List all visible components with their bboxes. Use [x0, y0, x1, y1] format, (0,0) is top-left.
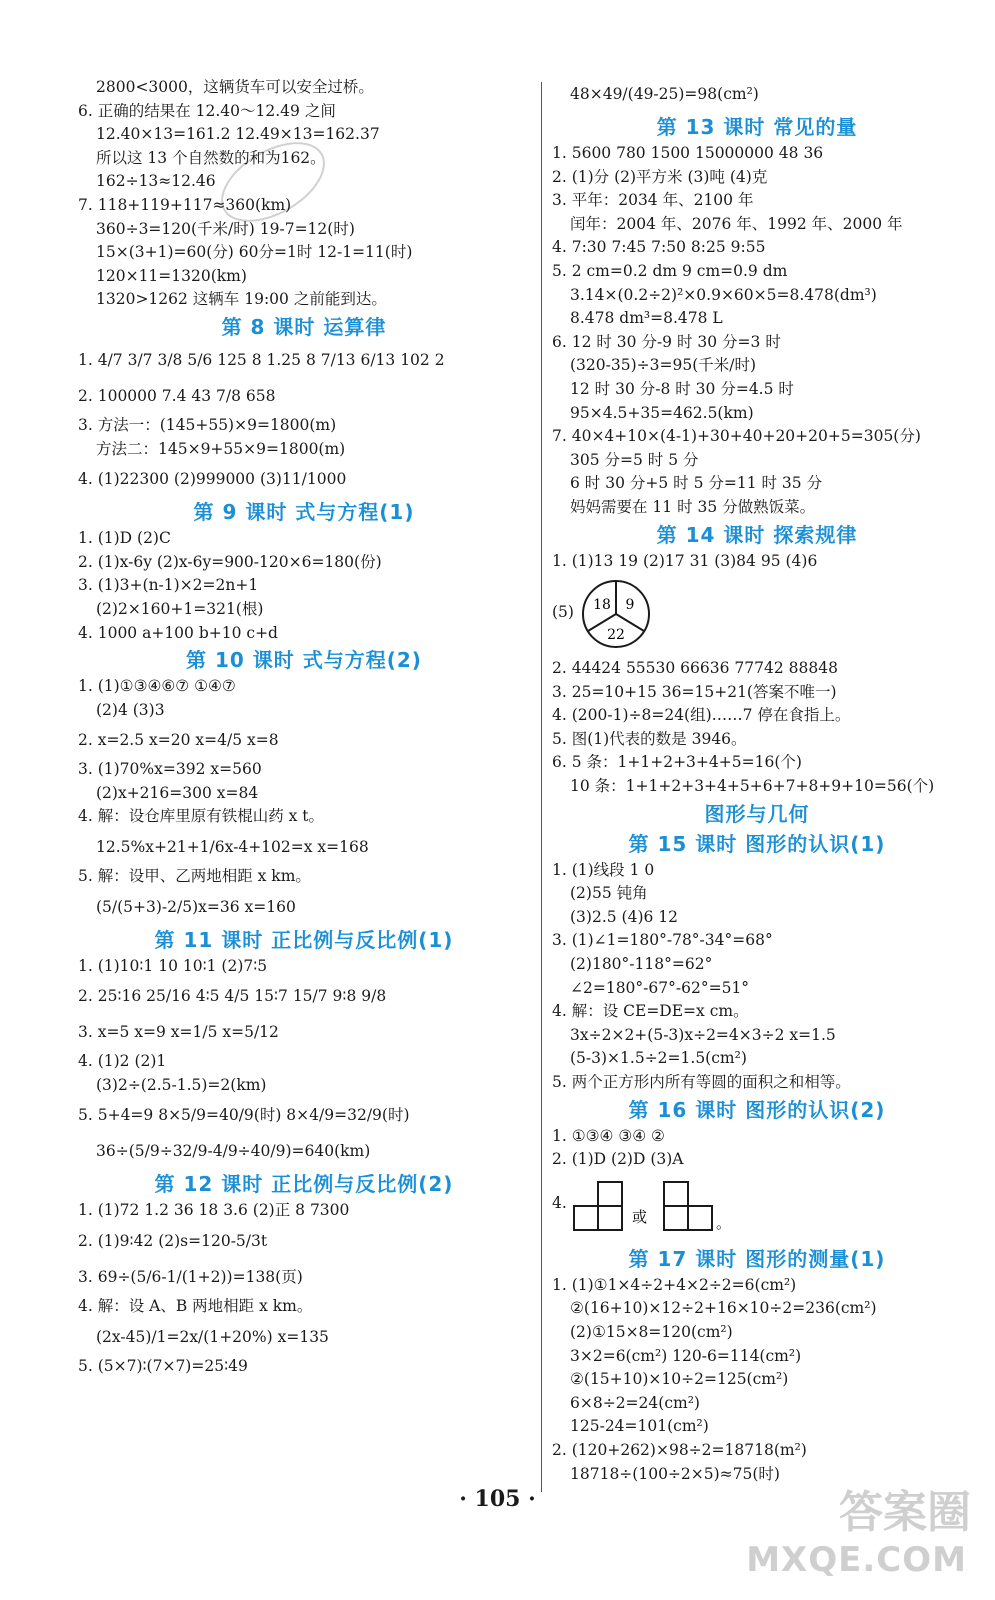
answer-line: 3. 平年：2034 年、2100 年 [552, 191, 754, 210]
answer-line: 305 分=5 时 5 分 [570, 450, 699, 469]
answer-line: (5-3)×1.5÷2=1.5(cm²) [570, 1049, 747, 1068]
answer-line: 12 时 30 分-8 时 30 分=4.5 时 [570, 379, 794, 398]
answer-line: 1. ①③④ ③④ ② [552, 1126, 665, 1145]
answer-line: 4. (1)2 (2)1 [78, 1052, 167, 1071]
answer-line: 1. (1)线段 1 0 [552, 860, 655, 879]
section-heading: 第 16 课时 图形的认识(2) [628, 1097, 886, 1122]
net-square [664, 1182, 688, 1206]
net-shapes [572, 1176, 742, 1236]
answer-line: (2)180°-118°=62° [570, 955, 713, 974]
answer-line: 2. (120+262)×98÷2=18718(m²) [552, 1440, 807, 1459]
answer-line: 2. x=2.5 x=20 x=4/5 x=8 [78, 731, 279, 750]
answer-line: 15×(3+1)=60(分) 60分=1时 12-1=11(时) [96, 243, 413, 262]
answer-line: 8.478 dm³=8.478 L [570, 309, 723, 328]
answer-line: 1. (1)13 19 (2)17 31 (3)84 95 (4)6 [552, 551, 818, 570]
answer-line: (3)2.5 (4)6 12 [570, 907, 679, 926]
answer-line: (2)①15×8=120(cm²) [570, 1322, 733, 1341]
answer-line: 2. (1)9∶42 (2)s=120-5/3t [78, 1232, 268, 1251]
answer-line: 5. 5+4=9 8×5/9=40/9(时) 8×4/9=32/9(时) [78, 1106, 410, 1125]
answer-line: 7. 40×4+10×(4-1)+30+40+20+20+5=305(分) [552, 427, 921, 446]
answer-line: 6×8÷2=24(cm²) [570, 1393, 700, 1412]
answer-line: 162÷13≈12.46 [96, 172, 216, 191]
net-square [664, 1206, 688, 1230]
answer-line: 6. 5 条：1+1+2+3+4+5=16(个) [552, 753, 802, 772]
answer-line: 5. 图(1)代表的数是 3946。 [552, 729, 747, 748]
answer-line: 6. 12 时 30 分-9 时 30 分=3 时 [552, 332, 781, 351]
answer-line: 2. 100000 7.4 43 7/8 658 [78, 386, 276, 405]
answer-line: 4. 7:30 7:45 7:50 8:25 9:55 [552, 238, 766, 257]
answer-line: 2. (1)x-6y (2)x-6y=900-120×6=180(份) [78, 552, 382, 571]
answer-line: (3)2÷(2.5-1.5)=2(km) [96, 1075, 267, 1094]
answer-line: 妈妈需要在 11 时 35 分做熟饭菜。 [570, 497, 816, 516]
answer-line: (2)x+216=300 x=84 [96, 783, 259, 802]
answer-line: 1320>1262 这辆车 19:00 之前能到达。 [96, 290, 387, 309]
section-heading: 第 12 课时 正比例与反比例(2) [154, 1172, 454, 1197]
net-shapes-figure [552, 1176, 962, 1238]
answer-line: 5. (5×7)∶(7×7)=25∶49 [78, 1356, 248, 1375]
answer-line: 6 时 30 分+5 时 5 分=11 时 35 分 [570, 474, 823, 493]
net-square [598, 1182, 622, 1206]
answer-line: 18718÷(100÷2×5)≈75(时) [570, 1464, 780, 1483]
circle-value: 22 [607, 627, 625, 644]
answer-line: 2. (1)分 (2)平方米 (3)吨 (4)克 [552, 167, 768, 186]
watermark-url: MXQE.COM [746, 1540, 967, 1580]
answer-line: 3. x=5 x=9 x=1/5 x=5/12 [78, 1023, 279, 1042]
answer-line: 5. 解：设甲、乙两地相距 x km。 [78, 867, 311, 886]
net-square [574, 1206, 598, 1230]
answer-line: 2. 44424 55530 66636 77742 88848 [552, 659, 838, 678]
shapes-end-mark: 。 [716, 1213, 732, 1232]
answer-line: 4. 1000 a+100 b+10 c+d [78, 623, 278, 642]
answer-line: 48×49/(49-25)=98(cm²) [570, 85, 759, 103]
figure-label: (5) [552, 603, 574, 622]
figure-label: 4. [552, 1193, 567, 1212]
answer-line: 360÷3=120(千米/时) 19-7=12(时) [96, 219, 355, 238]
answer-line: 4. 解：设 CE=DE=x cm。 [552, 1002, 749, 1021]
section-heading: 第 10 课时 式与方程(2) [186, 648, 422, 673]
answer-line: 5. 两个正方形内所有等圆的面积之和相等。 [552, 1073, 851, 1091]
answer-line: 3. 方法一：(145+55)×9=1800(m) [78, 415, 337, 434]
answer-line: (2)55 钝角 [570, 884, 648, 903]
answer-line: 6. 正确的结果在 12.40～12.49 之间 [78, 101, 336, 120]
answer-line: 闰年：2004 年、2076 年、1992 年、2000 年 [570, 214, 903, 233]
answer-line: 7. 118+119+117≈360(km) [78, 195, 292, 214]
answer-line: 1. (1)①③④⑥⑦ ①④⑦ [78, 677, 236, 696]
section-heading: 第 15 课时 图形的认识(1) [628, 831, 886, 856]
shapes-joiner: 或 [632, 1207, 648, 1226]
answer-line: 1. (1)①1×4÷2+4×2÷2=6(cm²) [552, 1275, 797, 1294]
answer-line: ②(16+10)×12÷2+16×10÷2=236(cm²) [570, 1299, 877, 1318]
answer-line: 4. 解：设 A、B 两地相距 x km。 [78, 1297, 313, 1316]
answer-line: 3. 69÷(5/6-1/(1+2))=138(页) [78, 1268, 303, 1287]
answer-line: 2800<3000，这辆货车可以安全过桥。 [96, 78, 374, 96]
answer-line: 2. (1)D (2)D (3)A [552, 1150, 684, 1169]
answer-line: 1. (1)72 1.2 36 18 3.6 (2)正 8 7300 [78, 1201, 350, 1220]
answer-line: 10 条：1+1+2+3+4+5+6+7+8+9+10=56(个) [570, 777, 935, 796]
section-heading: 第 17 课时 图形的测量(1) [628, 1246, 886, 1271]
answer-line: 4. 解：设仓库里原有铁棍山药 x t。 [78, 807, 325, 826]
answer-line: (320-35)÷3=95(千米/时) [570, 356, 757, 375]
answer-line: 所以这 13 个自然数的和为162。 [96, 148, 326, 167]
answer-line: (2x-45)/1=2x/(1+20%) x=135 [96, 1327, 329, 1346]
answer-line: 125-24=101(cm²) [570, 1417, 709, 1436]
answer-line: 1. 4/7 3/7 3/8 5/6 125 8 1.25 8 7/13 6/13 102 2 [78, 350, 445, 369]
answer-line: 1. 5600 780 1500 15000000 48 36 [552, 144, 824, 162]
net-square [688, 1206, 712, 1230]
answer-line: 3. (1)3+(n-1)×2=2n+1 [78, 576, 259, 595]
answer-line: 4. (200-1)÷8=24(组)……7 停在食指上。 [552, 706, 851, 725]
answer-line: 1. (1)D (2)C [78, 529, 171, 548]
section-heading: 第 14 课时 探索规律 [656, 522, 858, 547]
answer-line: ②(15+10)×10÷2=125(cm²) [570, 1370, 789, 1389]
section-heading: 第 13 课时 常见的量 [656, 115, 858, 139]
page-number: · 105 · [459, 1486, 536, 1512]
answer-line: 2. 25∶16 25/16 4∶5 4/5 15∶7 15/7 9∶8 9/8 [78, 987, 387, 1006]
circle-figure [552, 577, 962, 651]
answer-line: (2)2×160+1=321(根) [96, 599, 264, 618]
answer-line: 95×4.5+35=462.5(km) [570, 403, 754, 422]
answer-line: 3×2=6(cm²) 120-6=114(cm²) [570, 1346, 802, 1365]
net-square [598, 1206, 622, 1230]
right-column [552, 76, 962, 1486]
column-divider [541, 82, 542, 1492]
watermark-brand: 答案圈 [839, 1487, 971, 1538]
answer-line: 1. (1)10∶1 10 10∶1 (2)7∶5 [78, 956, 268, 975]
answer-line: 12.40×13=161.2 12.49×13=162.37 [96, 125, 380, 144]
circle-value: 9 [625, 597, 635, 614]
left-column [78, 76, 530, 1378]
answer-line: 3.14×(0.2÷2)²×0.9×60×5=8.478(dm³) [570, 285, 877, 304]
section-heading: 第 11 课时 正比例与反比例(1) [154, 927, 454, 952]
answer-line: 12.5%x+21+1/6x-4+102=x x=168 [96, 838, 369, 857]
answer-line: 120×11=1320(km) [96, 266, 247, 285]
answer-line: 3. (1)∠1=180°-78°-34°=68° [552, 931, 773, 950]
answer-line: (2)4 (3)3 [96, 700, 165, 719]
answer-line: 4. (1)22300 (2)999000 (3)11/1000 [78, 470, 347, 489]
answer-line: 3. (1)70%x=392 x=560 [78, 760, 262, 779]
divided-circle [578, 577, 658, 651]
answer-line: (5/(5+3)-2/5)x=36 x=160 [96, 897, 296, 916]
answer-line: 方法二：145×9+55×9=1800(m) [96, 439, 346, 458]
answer-line: ∠2=180°-67°-62°=51° [570, 978, 750, 997]
answer-line: 36÷(5/9÷32/9-4/9÷40/9)=640(km) [96, 1142, 371, 1161]
answer-line: 5. 2 cm=0.2 dm 9 cm=0.9 dm [552, 261, 788, 280]
section-heading: 图形与几何 [704, 801, 810, 826]
section-heading: 第 8 课时 运算律 [221, 314, 387, 339]
section-heading: 第 9 课时 式与方程(1) [193, 500, 415, 525]
answer-line: 3x÷2×2+(5-3)x÷2=4×3÷2 x=1.5 [570, 1025, 836, 1044]
answer-line: 3. 25=10+15 36=15+21(答案不唯一) [552, 682, 837, 701]
circle-value: 18 [593, 597, 611, 614]
